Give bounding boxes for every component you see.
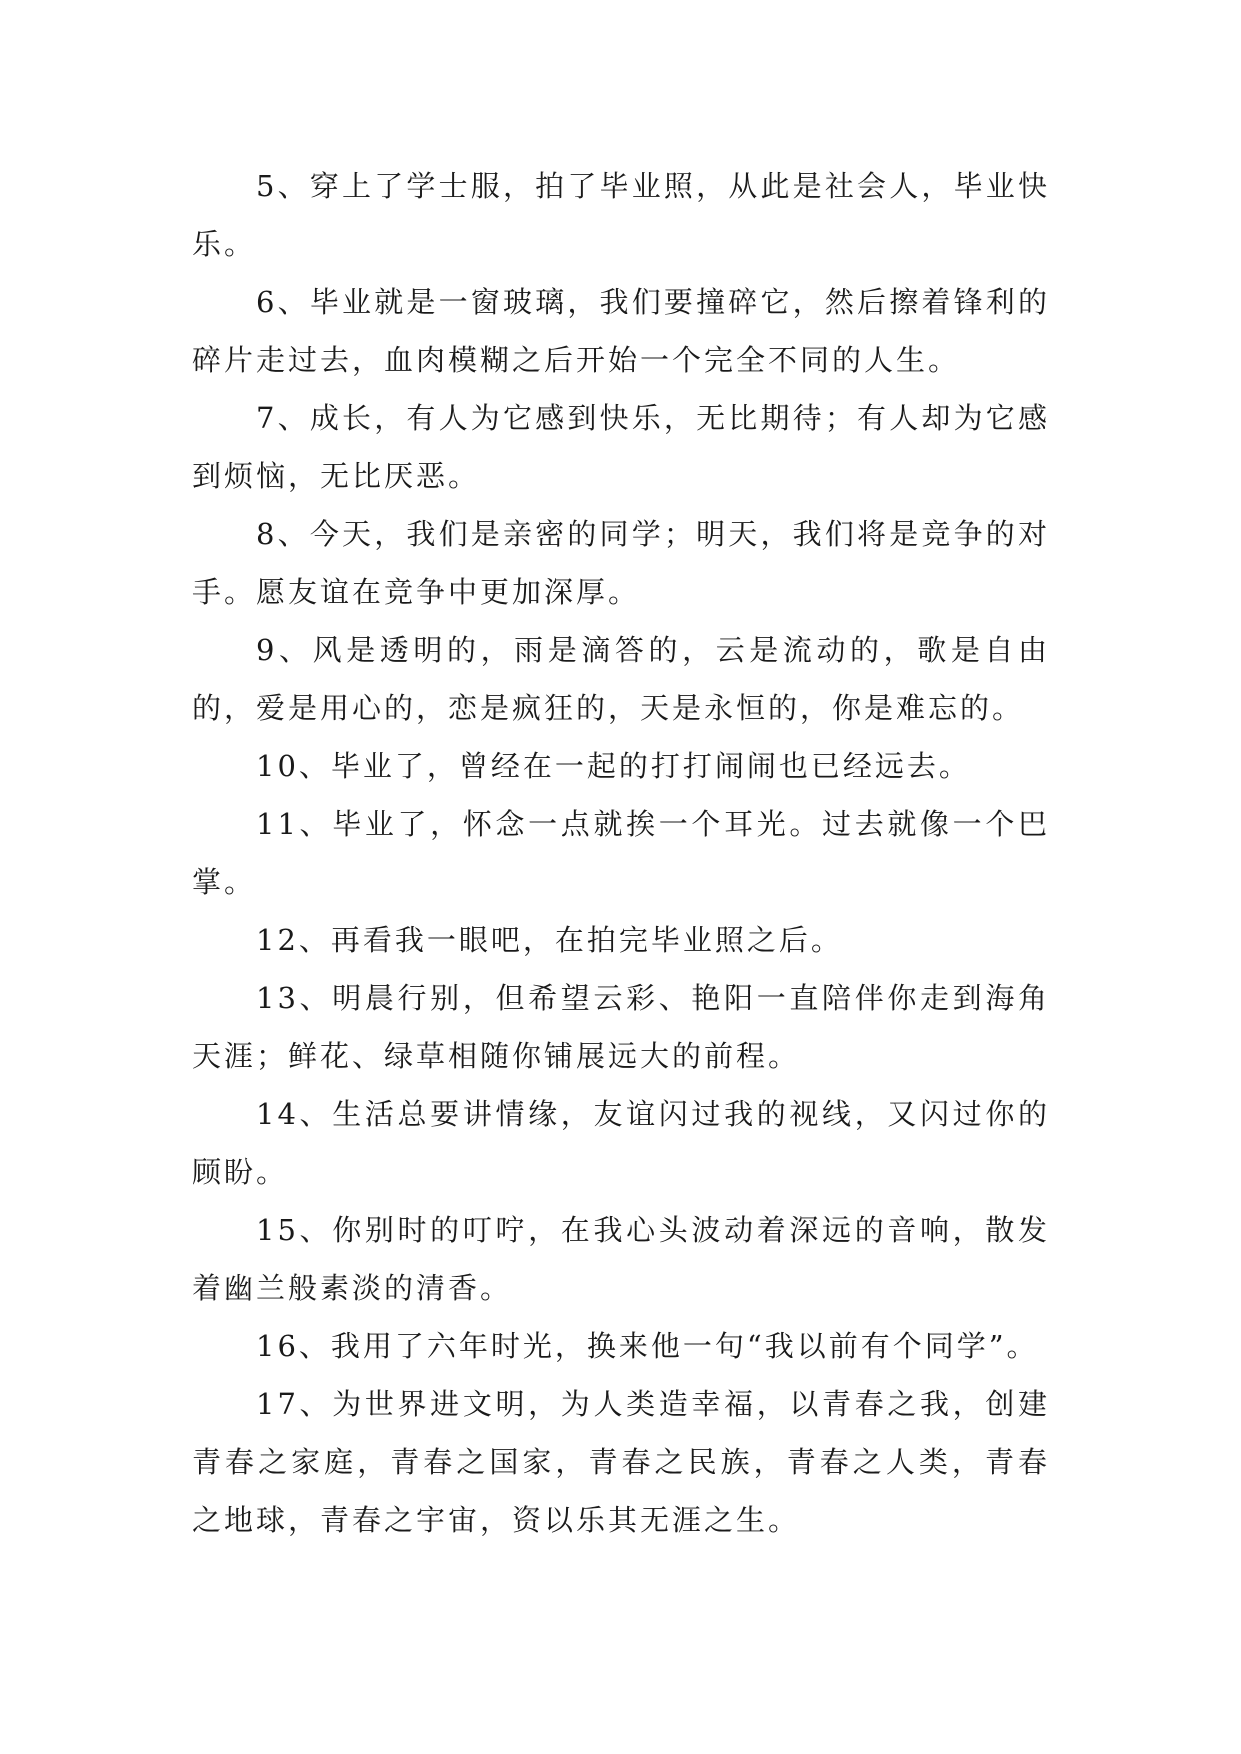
paragraph-11: 11、毕业了，怀念一点就挨一个耳光。过去就像一个巴掌。 [192,807,1050,899]
paragraph-7: 7、成长，有人为它感到快乐，无比期待；有人却为它感到烦恼，无比厌恶。 [192,401,1050,493]
paragraph-5: 5、穿上了学士服，拍了毕业照，从此是社会人，毕业快乐。 [192,169,1050,261]
document-body [192,157,1050,1549]
paragraph-13: 13、明晨行别，但希望云彩、艳阳一直陪伴你走到海角天涯；鲜花、绿草相随你铺展远大的前程。 [192,981,1050,1073]
paragraph-12: 12、再看我一眼吧，在拍完毕业照之后。 [256,923,843,957]
paragraph-9: 9、风是透明的，雨是滴答的，云是流动的，歌是自由的，爱是用心的，恋是疯狂的，天是永恒的，你是难忘的。 [192,633,1050,725]
paragraph-10: 10、毕业了，曾经在一起的打打闹闹也已经远去。 [256,749,971,783]
paragraph-16: 16、我用了六年时光，换来他一句“我以前有个同学”。 [256,1329,1039,1363]
paragraph-15: 15、你别时的叮咛，在我心头波动着深远的音响，散发着幽兰般素淡的清香。 [192,1213,1050,1305]
paragraph-6: 6、毕业就是一窗玻璃，我们要撞碎它，然后擦着锋利的碎片走过去，血肉模糊之后开始一个完全不同的人生。 [192,285,1050,377]
paragraph-17: 17、为世界进文明，为人类造幸福，以青春之我，创建青春之家庭，青春之国家，青春之民族，青春之人类，青春之地球，青春之宇宙，资以乐其无涯之生。 [192,1387,1050,1537]
paragraph-8: 8、今天，我们是亲密的同学；明天，我们将是竞争的对手。愿友谊在竞争中更加深厚。 [192,517,1050,609]
paragraph-14: 14、生活总要讲情缘，友谊闪过我的视线，又闪过你的顾盼。 [192,1097,1050,1189]
